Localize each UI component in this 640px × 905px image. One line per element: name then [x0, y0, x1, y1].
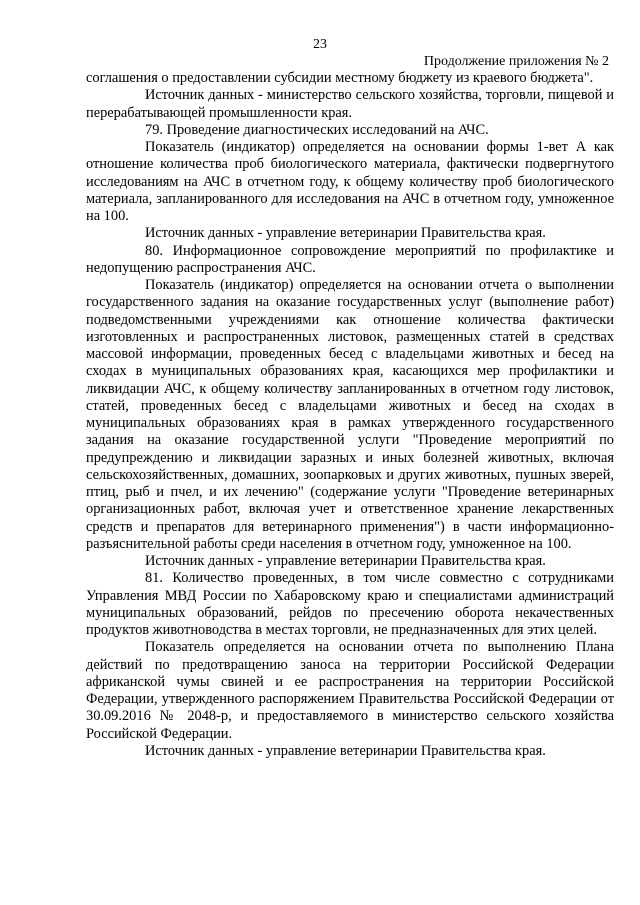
- paragraph: Показатель (индикатор) определяется на основании отчета о выполнении государственного задания на оказание государственных услуг (выполнение работ) подведомственными учреждениями как отношение количества фактически изготовленных и распространенных листовок, размещенных статей в средствах массовой информации, проведенных бесед с владельцами животных и бесед на сходах в муниципальных образованиях края, касающихся мер профилактики и ликвидации АЧС, к общему количеству запланированных в отчетном году листовок, статей, проведенных бесед с владельцами животных и бесед на сходах в муниципальных образованиях края в рамках утвержденного государственного задания на оказание государственной услуги "Проведение мероприятий по предупреждению и ликвидации заразных и иных болезней животных, включая сельскохозяйственных, домашних, зоопарковых и других животных, пушных зверей, птиц, рыб и пчел, и их лечению" (содержание услуги "Проведение ветеринарных организационных работ, включая учет и ответственное хранение лекарственных средств и препаратов для ветеринарного применения") в части информационно-разъяснительной работы среди населения в отчетном году, умноженное на 100.: [86, 277, 614, 552]
- paragraph: 81. Количество проведенных, в том числе совместно с сотрудниками Управления МВД России по Хабаровскому краю и специалистами администраций муниципальных образований, рейдов по пресечению оборота некачественных продуктов животноводства в местах торговли, не предназначенных для этих целей.: [86, 570, 614, 638]
- appendix-note: Продолжение приложения № 2: [423, 54, 609, 69]
- paragraph: Источник данных - управление ветеринарии Правительства края.: [145, 742, 546, 759]
- paragraph: Источник данных - управление ветеринарии Правительства края.: [145, 225, 546, 242]
- paragraph: Источник данных - министерство сельского хозяйства, торговли, пищевой и перерабатывающей промышленности края.: [86, 87, 614, 121]
- body-text: [86, 70, 614, 760]
- page-number: 23: [313, 37, 327, 52]
- paragraph: 79. Проведение диагностических исследований на АЧС.: [145, 121, 489, 138]
- paragraph: Показатель определяется на основании отчета по выполнению Плана действий по предотвращению заноса на территории Российской Федерации африканской чумы свиней и ее распространения на территории Российской Федерации, утвержденного распоряжением Правительства Российской Федерации от 30.09.2016 № 2048-р, и предоставляемого в министерство сельского хозяйства Российской Федерации.: [86, 639, 614, 742]
- paragraph: Показатель (индикатор) определяется на основании формы 1-вет А как отношение количества проб биологического материала, фактически подвергнутого исследованиям на АЧС в отчетном году, к общему количеству проб биологического материала, запланированного для исследования на АЧС в отчетном году, умноженное на 100.: [86, 139, 614, 224]
- paragraph: 80. Информационное сопровождение мероприятий по профилактике и недопущению распространения АЧС.: [86, 242, 614, 276]
- paragraph: Источник данных - управление ветеринарии Правительства края.: [145, 553, 546, 569]
- paragraph: соглашения о предоставлении субсидии местному бюджету из краевого бюджета".: [86, 70, 594, 86]
